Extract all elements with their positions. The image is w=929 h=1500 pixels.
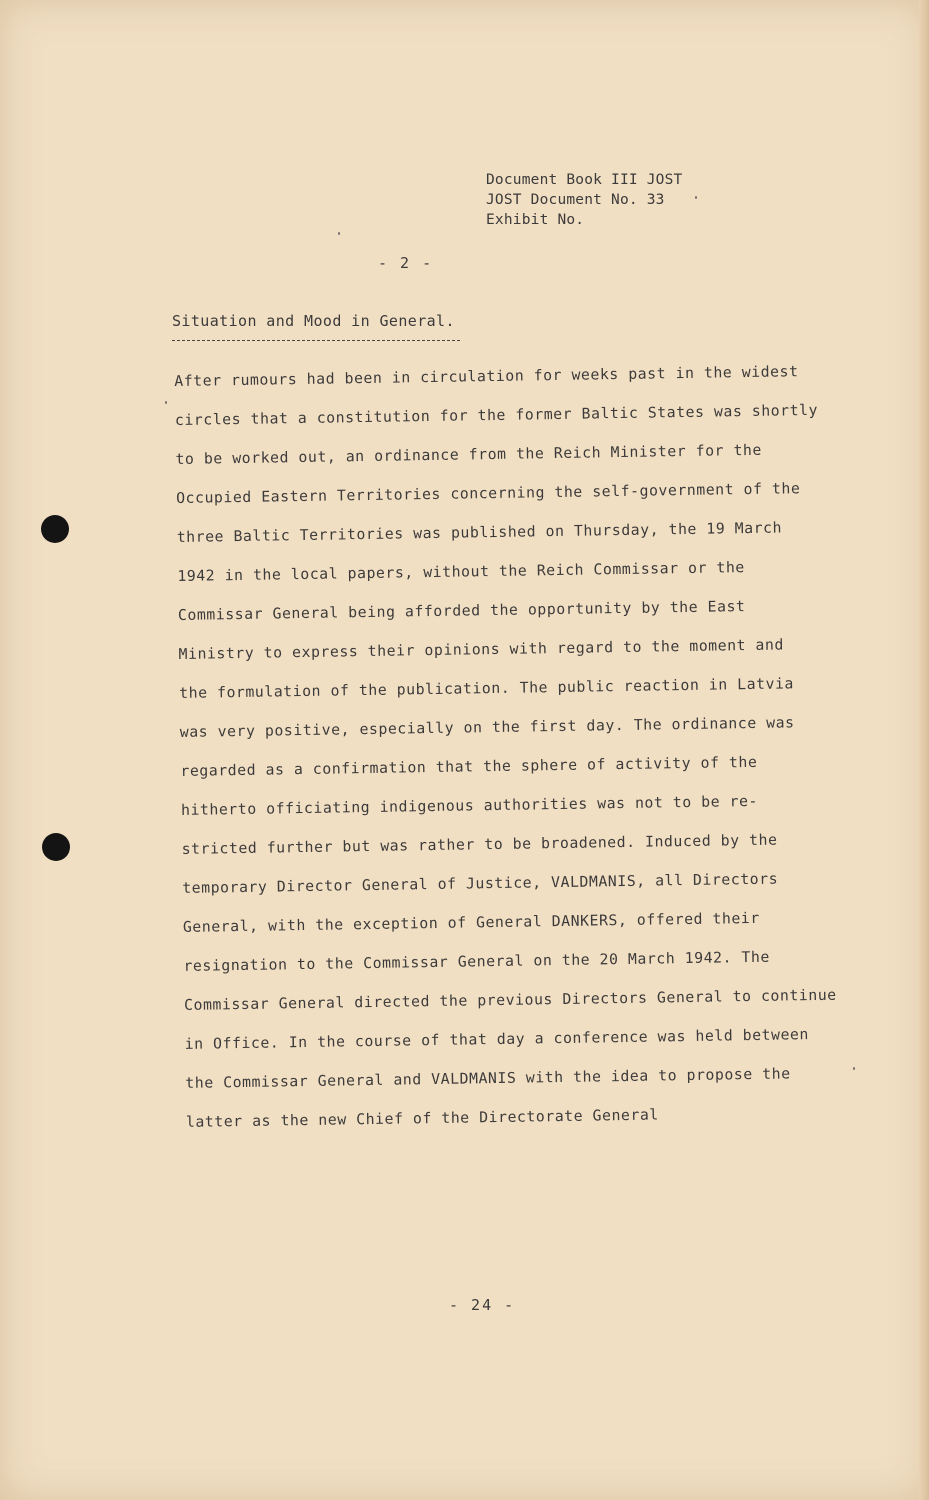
body-line: the Commissar General and VALDMANIS with the idea to propose the (185, 1065, 791, 1092)
internal-page-number: - 2 - (378, 254, 434, 272)
paper-speck (695, 196, 697, 199)
document-book-line: Document Book III JOST (486, 172, 683, 188)
body-line: to be worked out, an ordinance from the Reich Minister for the (175, 441, 763, 468)
body-line: stricted further but was rather to be broadened. Induced by the (181, 831, 778, 858)
body-line: General, with the exception of General DANKERS, offered their (182, 909, 760, 936)
body-line: latter as the new Chief of the Directorate General (185, 1106, 659, 1131)
body-line: regarded as a confirmation that the sphere of activity of the (180, 753, 758, 780)
body-line: Occupied Eastern Territories concerning the self-government of the (176, 480, 801, 507)
body-line: resignation to the Commissar General on the 20 March 1942. The (183, 948, 770, 975)
paper-speck (338, 232, 340, 235)
footer-page-number: - 24 - (449, 1296, 516, 1314)
body-line: temporary Director General of Justice, VALDMANIS, all Directors (182, 870, 779, 897)
body-line: circles that a constitution for the former Baltic States was shortly (174, 401, 819, 429)
exhibit-number-line: Exhibit No. (486, 212, 585, 228)
body-line: the formulation of the publication. The public reaction in Latvia (179, 675, 795, 702)
body-line: Commissar General directed the previous Directors General to continue (183, 986, 837, 1014)
body-paragraph (174, 351, 866, 1142)
paper-speck (165, 401, 167, 404)
body-line: three Baltic Territories was published on Thursday, the 19 March (176, 519, 783, 546)
punch-hole (42, 833, 70, 861)
section-heading: Situation and Mood in General. (172, 312, 455, 330)
document-reference-block (486, 170, 682, 230)
page-edge (919, 0, 929, 1500)
body-line: After rumours had been in circulation for weeks past in the widest (174, 363, 799, 390)
paper-speck (853, 1067, 855, 1070)
body-line: in Office. In the course of that day a conference was held between (184, 1026, 810, 1053)
body-line: Ministry to express their opinions with regard to the moment and (178, 636, 784, 663)
body-line: 1942 in the local papers, without the Reich Commissar or the (177, 559, 745, 585)
punch-hole (41, 515, 69, 543)
body-line: hitherto officiating indigenous authorities was not to be re- (180, 792, 759, 819)
document-number-line: JOST Document No. 33 (486, 192, 665, 208)
body-line: Commissar General being afforded the opportunity by the East (177, 598, 746, 624)
body-line: was very positive, especially on the first day. The ordinance was (179, 714, 795, 741)
heading-underline (172, 340, 460, 341)
